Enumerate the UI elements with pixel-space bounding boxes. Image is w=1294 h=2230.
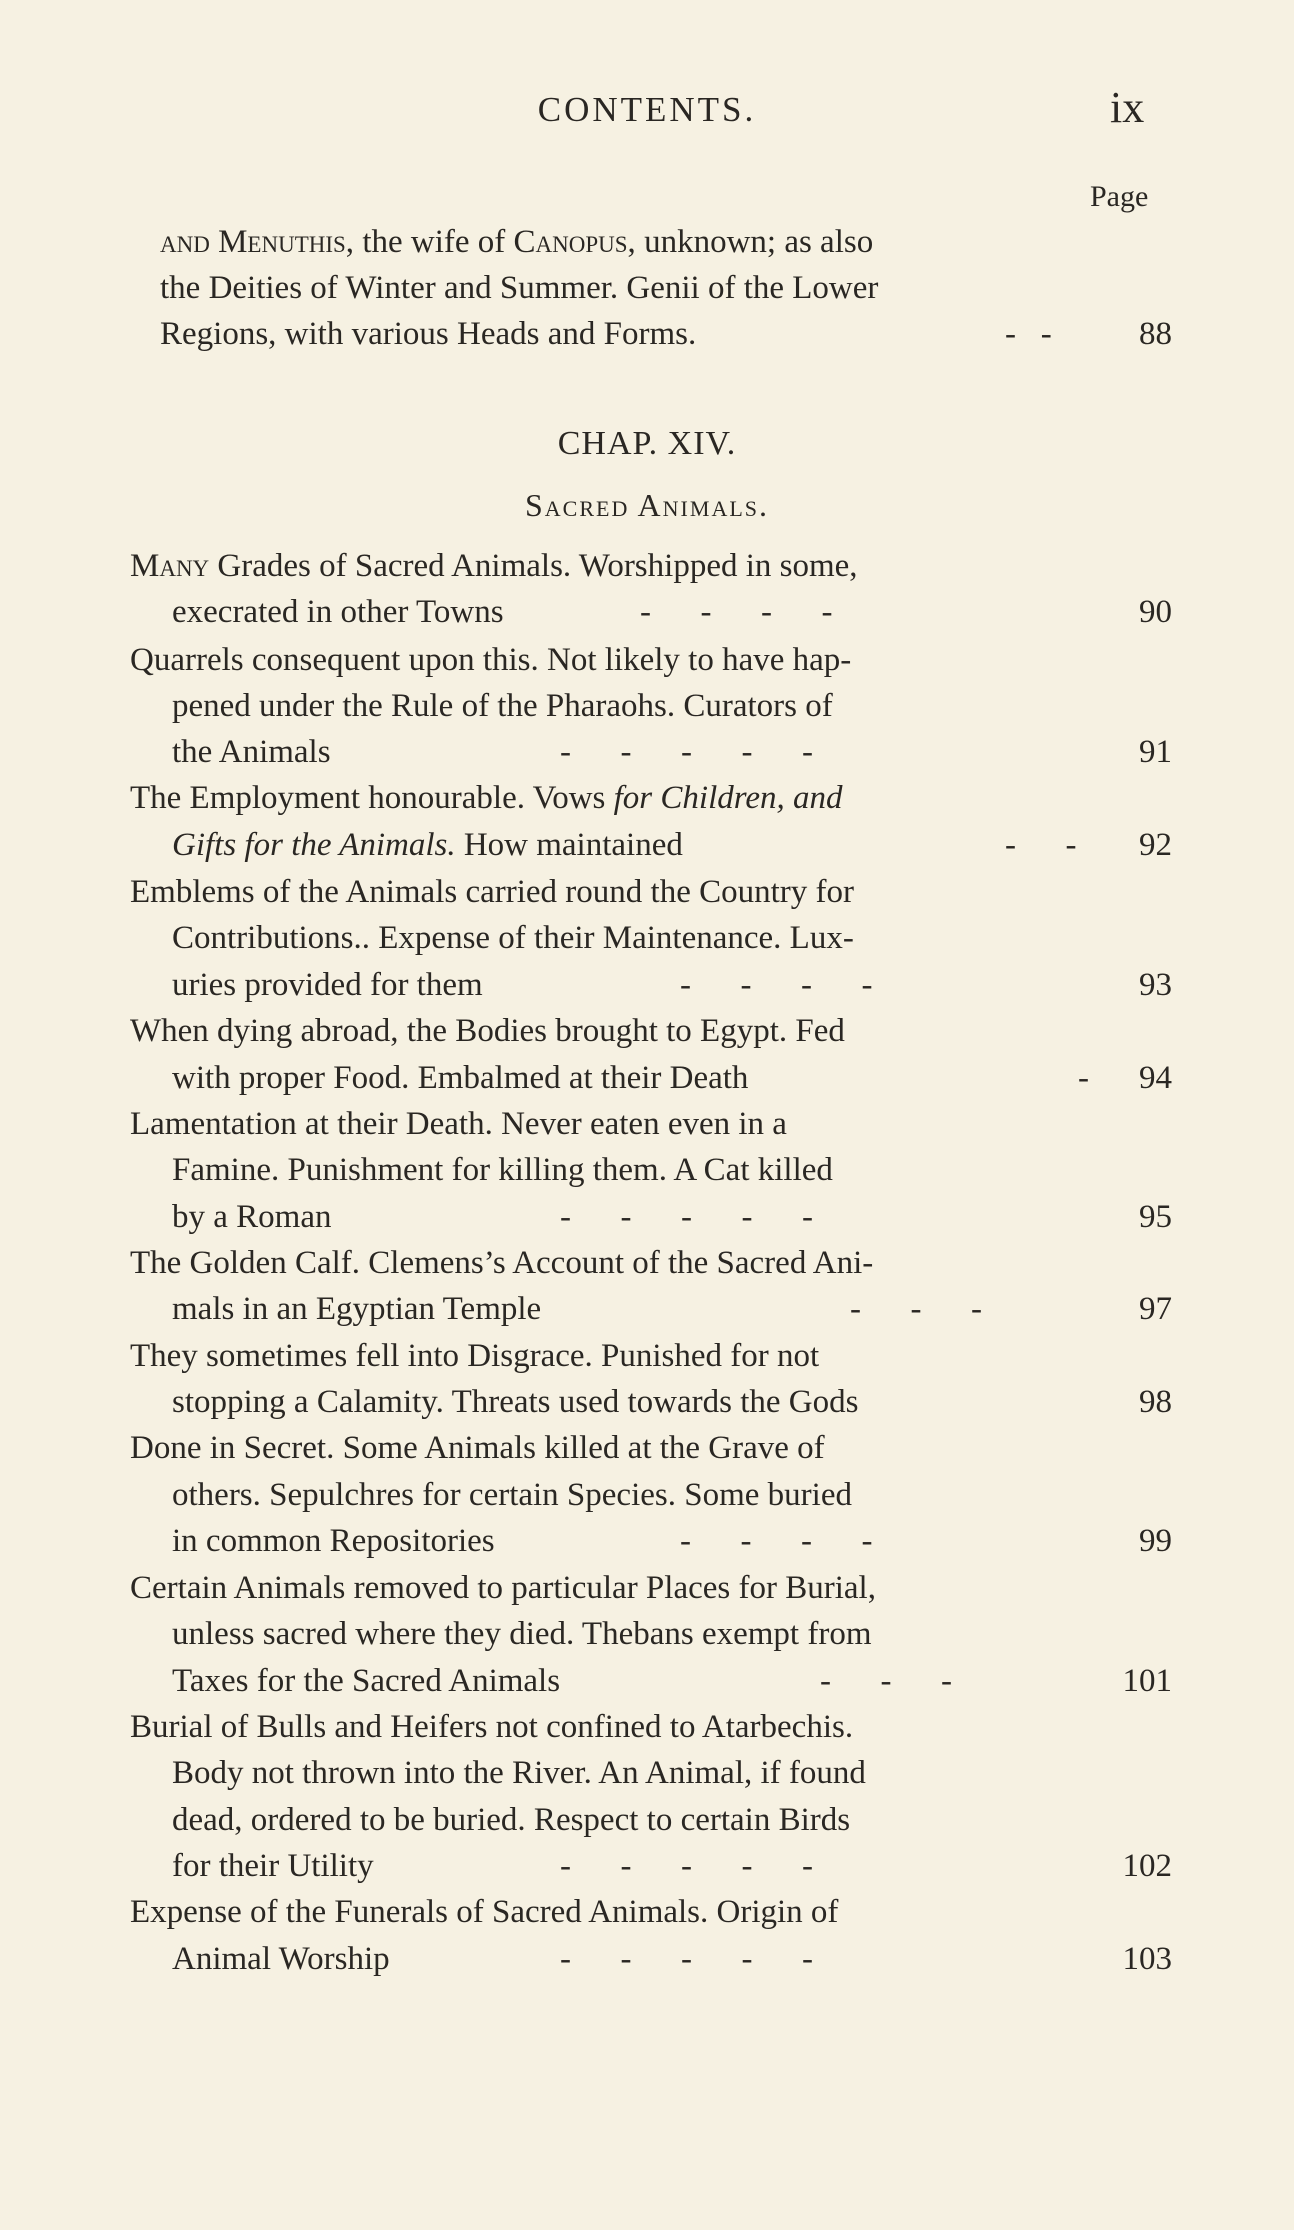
running-head-title: CONTENTS. xyxy=(537,90,757,129)
leader-dots: - - - - - xyxy=(560,1199,813,1235)
menuthis-name: and Menuthis, xyxy=(160,224,355,260)
page-number: 91 xyxy=(1139,734,1172,770)
chapter-title: CHAP. XIV. xyxy=(557,425,737,462)
leader-dots: - - - - xyxy=(680,967,873,1003)
page-number: 88 xyxy=(1139,316,1172,352)
page-number: 98 xyxy=(1139,1384,1172,1420)
leader-dots: - - xyxy=(1005,316,1052,352)
page-folio: ix xyxy=(1110,83,1145,132)
entry-lead-word: Many xyxy=(130,548,210,584)
page-number: 93 xyxy=(1139,967,1172,1003)
leader-dots: - - xyxy=(1005,827,1077,863)
leader-dots: - - - xyxy=(820,1663,952,1699)
page-number: 90 xyxy=(1139,594,1172,630)
leader-dots: - xyxy=(1078,1060,1089,1096)
page-number: 94 xyxy=(1139,1060,1172,1096)
page-number: 92 xyxy=(1139,827,1172,863)
page-number: 102 xyxy=(1122,1848,1172,1884)
page-number: 97 xyxy=(1139,1291,1172,1327)
leader-dots: - - - - - xyxy=(560,734,813,770)
leader-dots: - - - - - xyxy=(560,1848,813,1884)
leader-dots: - - - - xyxy=(680,1523,873,1559)
leader-dots: - - - xyxy=(850,1291,982,1327)
leader-dots: - - - - xyxy=(640,594,833,630)
page-number: 99 xyxy=(1139,1523,1172,1559)
page-number: 101 xyxy=(1122,1663,1172,1699)
book-page: CONTENTS. ix Page and Menuthis, the wife of Canopus, unknown; as also the Deities of Winter and Summer. Genii of the Lower Regions, with various Heads and Forms. - - 88 CHAP. XIV. Sacred Animals. Many Grades of Sacred Animals. Worshipped in some, execrated in other Towns - - - - 90 Quarrels consequent upon this. Not likely to have hap- pened under the Rule of the Pharaohs. Curators of the Animals - - - - - 91 The Employment honourable. Vows for Children, and Gifts for the Animals. How maintained - - 92 Emblems of the Animals carried round the Country for Contributions.. Expense of their Maintenance. Lux- uries provided for them - - - - 93 When dying abroad, the Bodies brought to Egypt. Fed with proper Food. Embalmed at their Death - 94 Lamentation at their Death. Never eaten even in a Famine. Punishment for killing them. A Cat killed by a Roman - - - - - 95 The Golden Calf. Clemens’s Account of the Sacred Ani- mals in an Egyptian Temple - - - 97 They sometimes fell into Disgrace. Punished for not stopping a Calamity. Threats used towards the Gods 98 Done in Secret. Some Animals killed at the Grave of others. Sepulchres for certain Species. Some buried in common Repositories - - - - 99 Certain Animals removed to particular Places for Burial, unless sacred where they died. Thebans exempt from Taxes for the Sacred Animals - - - 101 Burial of Bulls and Heifers not confined to Atarbechis. Body not thrown into the River. An Animal, if found dead, ordered to be buried. Respect to certain Birds for their Utility - - - - - 102 Expense of the Funerals of Sacred Animals. Origin of Animal Worship - - - - - 103 xyxy=(0,0,1294,2230)
canopus-name: Canopus, xyxy=(513,224,636,260)
leader-dots: - - - - - xyxy=(560,1941,813,1977)
page-number: 103 xyxy=(1122,1941,1172,1977)
page-column-label: Page xyxy=(1090,180,1149,213)
chapter-subtitle: Sacred Animals. xyxy=(524,487,770,523)
page-number: 95 xyxy=(1139,1199,1172,1235)
